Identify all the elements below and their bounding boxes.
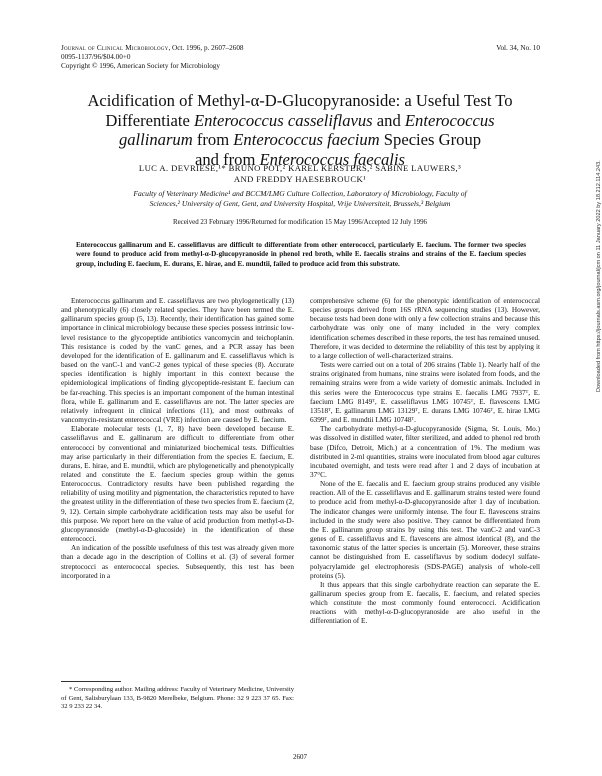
running-header-left	[61, 44, 244, 71]
title-line: Differentiate Enterococcus casseliflavus and Enterococcus	[105, 110, 495, 130]
paragraph: comprehensive scheme (6) for the phenotypic identification of enterococcal species groups derived from 16S rRNA sequencing studies (13). However, because tests had been done with only a few collection strains and because this carbohydrate was only one of many included in the very complex identification schemes described in these reports, the test has remained unused. Therefore, it was decided to determine the reliability of this test by applying it to a large collection of well-characterized strains.	[310, 297, 540, 360]
volume-info: Vol. 34, No. 10	[496, 44, 540, 52]
paragraph: Elaborate molecular tests (1, 7, 8) have been developed because E. casseliflavus and E. gallinarum are difficult to differentiate from other enterococci by conventional and miniaturized biochemical tests. Difficulties may arise particularly in their differentiation from the species E. faecium, E. durans, E. hirae, and E. mundtii, which are phylogenetically and phenotypically related and constitute the E. faecium species group within the genus Enterococcus. Contradictory results have been published regarding the reliability of using motility and pigmentation, the characteristics reputed to have the greatest utility in the differentiation of these two species from E. faecium (2, 9, 12). Certain simple carbohydrate acidification tests may also be useful for this purpose. We report here on the value of acid production from methyl-α-D-glucopyranoside (methyl-α-D-glucoside) in the identification of these enterococci.	[61, 425, 294, 544]
article-title	[60, 91, 540, 169]
author-list: LUC A. DEVRIESE,¹* BRUNO POT,² KAREL KERSTERS,² SABINE LAUWERS,³ AND FREDDY HAESEBROUCK¹	[138, 163, 462, 184]
page-number: 2607	[293, 753, 307, 761]
received-dates: Received 23 February 1996/Returned for modification 15 May 1996/Accepted 12 July 1996	[173, 219, 427, 226]
paragraph: None of the E. faecalis and E. faecium group strains produced any visible reaction. All of the E. casseliflavus and E. gallinarum strains tested were found to produce acid from methyl-α-D-glucopyranoside after 1 day of incubation. The indicator changes were uniformly intense. The four E. flavescens strains included in the study were also positive. They cannot be differentiated from the E. gallinarum group strains by using this test. The vanC-2 and vanC-3 genes of E. casseliflavus and E. flavescens are almost identical (8), and the taxonomic status of the latter species is uncertain (5). Moreover, these strains cannot be distinguished from E. casseliflavus by sodium dodecyl sulfate-polyacrylamide gel electrophoresis (SDS-PAGE) analysis of whole-cell proteins (5).	[310, 480, 540, 580]
journal-name: Journal of Clinical Microbiology	[61, 44, 169, 52]
paragraph: The carbohydrate methyl-α-D-glucopyranoside (Sigma, St. Louis, Mo.) was dissolved in distilled water, filter sterilized, and added to phenol red broth base (Difco, Detroit, Mich.) at a concentration of 1%. The medium was distributed in 2-ml quantities, strains were inoculated from blood agar cultures incubated overnight, and tests were read after 1 and 2 days of incubation at 37°C.	[310, 425, 540, 479]
left-column	[61, 297, 294, 581]
issue-info: , Oct. 1996, p. 2607–2608	[168, 44, 244, 52]
copyright: Copyright © 1996, American Society for Microbiology	[61, 62, 220, 70]
corresponding-author-footnote: * Corresponding author. Mailing address: Faculty of Veterinary Medicine, University of Gent, Salisburylaan 133, B-9820 Merelbeke, Belgium. Phone: 32 9 223 37 65. Fax: 32 9 233 22 34.	[61, 686, 294, 711]
paragraph: An indication of the possible usefulness of this test was already given more than a decade ago in the description of Collins et al. (3) of several former streptococci as enterococcal species. Subsequently, this test has been incorporated in a	[61, 544, 294, 580]
affiliations: Faculty of Veterinary Medicine¹ and BCCM/LMG Culture Collection, Laboratory of Microbiology, Faculty of Sciences,² University of Gent, Gent, and University Hospital, Vrije Universiteit, Brussels,³ Belgium	[133, 189, 467, 208]
paragraph: Tests were carried out on a total of 206 strains (Table 1). Nearly half of the strains originated from humans, nine strains were isolated from foods, and the remaining strains were from a wide variety of domestic animals. Included in this series were the Enterococcus type strains E. faecalis LMG 7937ᵀ, E. faecium LMG 8149ᵀ, E. casseliflavus LMG 10745ᵀ, E. flavescens LMG 13518ᵀ, E. gallinarum LMG 13129ᵀ, E. durans LMG 10746ᵀ, E. hirae LMG 6399ᵀ, and E. mundtii LMG 10748ᵀ.	[310, 361, 540, 425]
abstract: Enterococcus gallinarum and E. casseliflavus are difficult to differentiate from other enterococci, particularly E. faecium. The former two species were found to produce acid from methyl-α-D-glucopyranoside in phenol red broth, while E. faecalis strains and strains of the E. faecium species group, including E. faecium, E. durans, E. hirae, and E. mundtii, failed to produce acid from this substrate.	[76, 241, 526, 268]
footnote-divider	[61, 681, 121, 682]
title-line: and from Enterococcus faecalis	[195, 149, 405, 169]
paragraph: Enterococcus gallinarum and E. casseliflavus are two phylogenetically (13) and phenotypically (6) closely related species. They have been termed the E. gallinarum species group (5, 13). Recently, their identification has gained some importance in clinical microbiology because these species possess intrinsic low-level resistance to the glycopeptide antibiotics vancomycin and teichoplanin. This resistance is coded by the vanC genes, and a PCR assay has been developed for the identification of E. gallinarum and E. casseliflavus which is based on the vanC-1 and vanC-2 genes typical of these species (8). Accurate species identification is highly important in this context because the epidemiological implications of finding glycopeptide-resistant E. faecium can be far-reaching. This species is an important component of the human intestinal flora, while E. gallinarum and E. casseliflavus are not. The latter species are relatively infrequent in clinical infections (11), and most outbreaks of vancomycin-resistant enterococcal (VRE) infection are caused by E. faecium.	[61, 297, 294, 425]
paragraph: It thus appears that this single carbohydrate reaction can separate the E. gallinarum species group from E. faecalis, E. faecium, and related species which constitute the most commonly found enterococci. Acidification reactions with methyl-α-D-glucopyranoside are also useful in the differentiation of E.	[310, 580, 540, 626]
title-line: gallinarum from Enterococcus faecium Species Group	[118, 130, 482, 149]
right-column	[310, 297, 540, 627]
title-line: Acidification of Methyl-α-D-Glucopyranoside: a Useful Test To	[87, 91, 513, 110]
download-watermark: Downloaded from https://journals.asm.org/journal/jcm on 11 January 2022 by 18.212.114.243.	[596, 160, 602, 392]
issn: 0095-1137/96/$04.00+0	[61, 53, 131, 61]
